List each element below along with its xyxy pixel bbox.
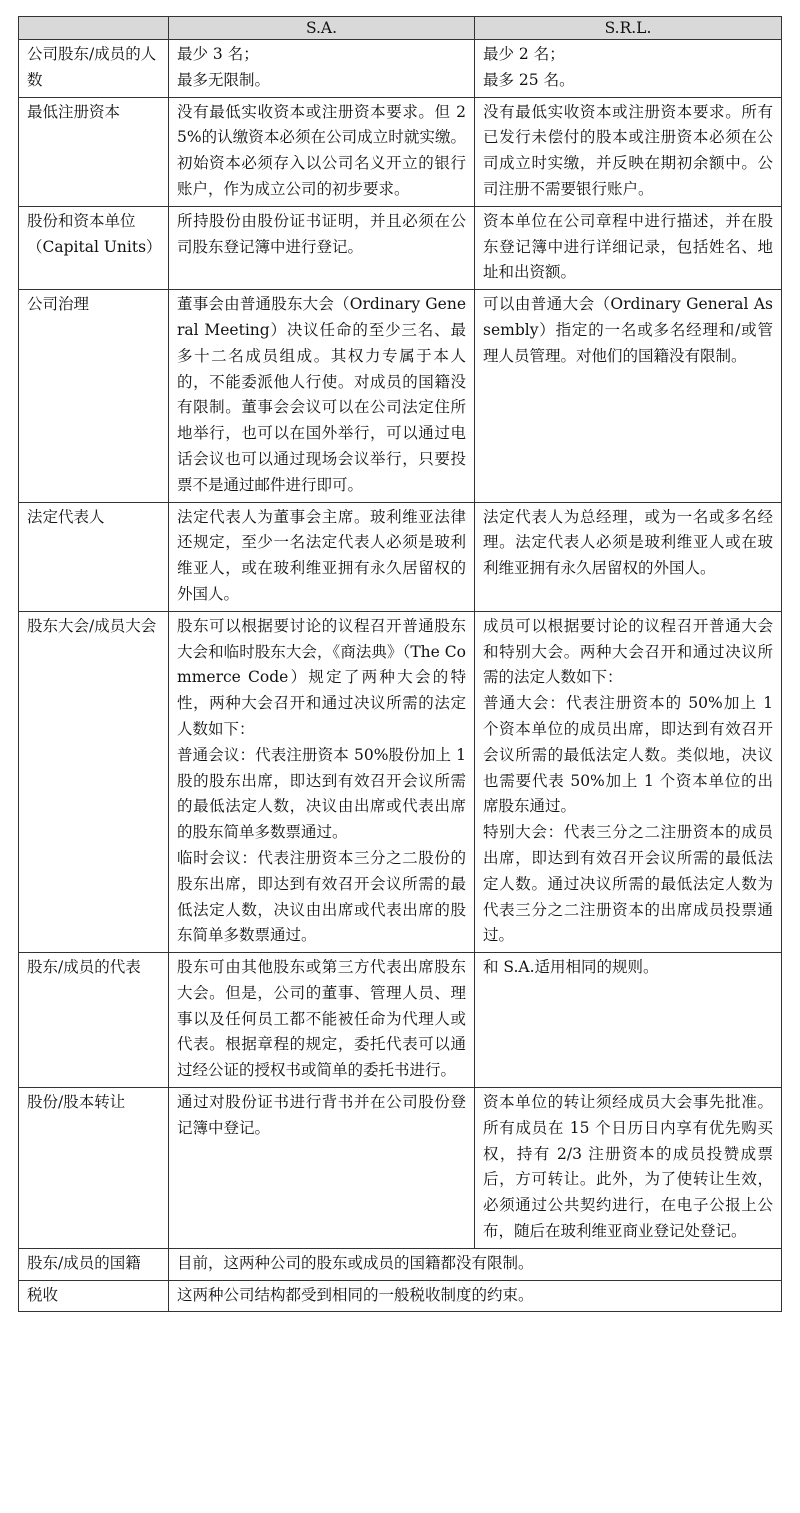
srl-paragraph: 法定代表人为总经理，或为一名或多名经理。法定代表人必须是玻利维亚人或在玻利维亚拥有永久居留权的外国人。 <box>483 507 773 578</box>
row-label: 股东/成员的国籍 <box>19 1248 169 1280</box>
row-label: 股份和资本单位（Capital Units） <box>19 206 169 289</box>
srl-paragraph: 普通大会：代表注册资本的 50%加上 1 个资本单位的成员出席，即达到有效召开会议所需的最低法定人数。类似地，决议也需要代表 50%加上 1 个资本单位的出席股东通过。 <box>483 694 773 816</box>
srl-cell <box>475 40 782 98</box>
header-blank-cell <box>19 17 169 40</box>
sa-paragraph: 最多无限制。 <box>177 70 271 89</box>
row-label: 公司治理 <box>19 290 169 502</box>
sa-cell <box>169 290 475 502</box>
sa-cell <box>169 40 475 98</box>
sa-paragraph: 临时会议：代表注册资本三分之二股份的股东出席，即达到有效召开会议所需的最低法定人数，决议由出席或代表出席的股东简单多数票通过。 <box>177 848 466 945</box>
table-row <box>19 953 782 1088</box>
merged-cell: 目前，这两种公司的股东或成员的国籍都没有限制。 <box>169 1248 782 1280</box>
srl-paragraph: 资本单位在公司章程中进行描述，并在股东登记簿中进行详细记录，包括姓名、地址和出资额。 <box>483 211 773 282</box>
row-label: 法定代表人 <box>19 502 169 611</box>
table-row <box>19 206 782 289</box>
row-label: 公司股东/成员的人数 <box>19 40 169 98</box>
table-row <box>19 1248 782 1280</box>
sa-paragraph: 股东可以根据要讨论的议程召开普通股东大会和临时股东大会，《商法典》（The Commerce Code）规定了两种大会的特性，两种大会召开和通过决议所需的法定人数如下： <box>177 616 466 738</box>
header-sa: S.A. <box>169 17 475 40</box>
row-label: 税收 <box>19 1280 169 1312</box>
sa-cell <box>169 97 475 206</box>
row-label: 股东/成员的代表 <box>19 953 169 1088</box>
sa-cell <box>169 502 475 611</box>
sa-paragraph: 最少 3 名； <box>177 45 259 63</box>
srl-paragraph: 最少 2 名； <box>483 45 565 63</box>
table-row <box>19 290 782 502</box>
header-row <box>19 17 782 40</box>
merged-cell: 这两种公司结构都受到相同的一般税收制度的约束。 <box>169 1280 782 1312</box>
header-srl: S.R.L. <box>475 17 782 40</box>
sa-cell <box>169 611 475 952</box>
srl-cell <box>475 953 782 1088</box>
sa-cell <box>169 953 475 1088</box>
table-row <box>19 40 782 98</box>
table-row <box>19 611 782 952</box>
srl-cell <box>475 290 782 502</box>
table-row <box>19 1088 782 1249</box>
srl-cell <box>475 611 782 952</box>
table-row <box>19 1280 782 1312</box>
row-label: 最低注册资本 <box>19 97 169 206</box>
srl-paragraph: 特别大会：代表三分之二注册资本的成员出席，即达到有效召开会议所需的最低法定人数。通过决议所需的最低法定人数为代表三分之二注册资本的出席成员投票通过。 <box>483 823 773 945</box>
srl-cell <box>475 1088 782 1249</box>
srl-paragraph: 和 S.A.适用相同的规则。 <box>483 958 659 977</box>
srl-paragraph: 可以由普通大会（Ordinary General Assembly）指定的一名或多名经理和/或管理人员管理。对他们的国籍没有限制。 <box>483 295 773 365</box>
table-row <box>19 502 782 611</box>
sa-paragraph: 所持股份由股份证书证明，并且必须在公司股东登记簿中进行登记。 <box>177 211 466 256</box>
srl-cell <box>475 502 782 611</box>
row-label: 股东大会/成员大会 <box>19 611 169 952</box>
srl-paragraph: 成员可以根据要讨论的议程召开普通大会和特别大会。两种大会召开和通过决议所需的法定人数如下： <box>483 616 773 687</box>
row-label: 股份/股本转让 <box>19 1088 169 1249</box>
srl-paragraph: 没有最低实收资本或注册资本要求。所有已发行未偿付的股本或注册资本必须在公司成立时实缴，并反映在期初余额中。公司注册不需要银行账户。 <box>483 102 773 198</box>
sa-paragraph: 董事会由普通股东大会（Ordinary General Meeting）决议任命的至少三名、最多十二名成员组成。其权力专属于本人的，不能委派他人行使。对成员的国籍没有限制。董事会会议可以在公司法定住所地举行，也可以在国外举行，可以通过电话会议也可以通过现场会议举行，只要投票不是通过邮件进行即可。 <box>177 295 466 494</box>
sa-paragraph: 普通会议：代表注册资本 50%股份加上 1 股的股东出席，即达到有效召开会议所需的最低法定人数，决议由出席或代表出席的股东简单多数票通过。 <box>177 745 466 842</box>
srl-cell <box>475 206 782 289</box>
srl-paragraph: 资本单位的转让须经成员大会事先批准。所有成员在 15 个日历日内享有优先购买权，持有 2/3 注册资本的成员投赞成票后，方可转让。此外，为了使转让生效，必须通过公共契约进行，在电子公报上公布，随后在玻利维亚商业登记处登记。 <box>483 1093 773 1241</box>
sa-paragraph: 股东可由其他股东或第三方代表出席股东大会。但是，公司的董事、管理人员、理事以及任何员工都不能被任命为代理人或代表。根据章程的规定，委托代表可以通过经公证的授权书或简单的委托书进行。 <box>177 958 466 1080</box>
table-row <box>19 97 782 206</box>
sa-paragraph: 通过对股份证书进行背书并在公司股份登记簿中登记。 <box>177 1093 466 1137</box>
srl-paragraph: 最多 25 名。 <box>483 70 575 89</box>
comparison-table <box>18 16 782 1312</box>
sa-paragraph: 没有最低实收资本或注册资本要求。但 25%的认缴资本必须在公司成立时就实缴。初始资本必须存入以公司名义开立的银行账户，作为成立公司的初步要求。 <box>177 102 466 198</box>
srl-cell <box>475 97 782 206</box>
sa-cell <box>169 1088 475 1249</box>
sa-paragraph: 法定代表人为董事会主席。玻利维亚法律还规定，至少一名法定代表人必须是玻利维亚人，或在玻利维亚拥有永久居留权的外国人。 <box>177 507 466 603</box>
sa-cell <box>169 206 475 289</box>
